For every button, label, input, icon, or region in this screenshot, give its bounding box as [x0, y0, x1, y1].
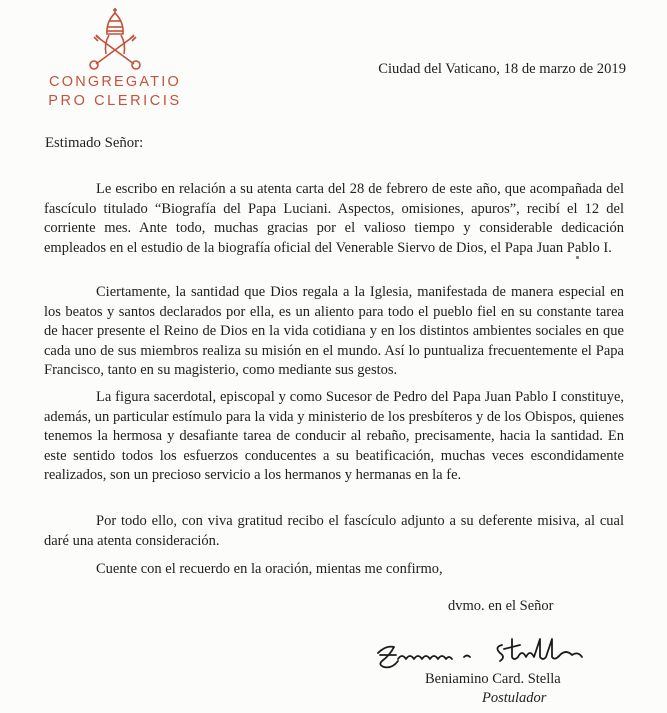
greeting: Estimado Señor: [45, 135, 144, 151]
org-name-line1: CONGREGATIO [49, 74, 181, 90]
paragraph-5: Cuente con el recuerdo en la oración, mientas me confirmo, [96, 561, 443, 577]
paragraph-2: Ciertamente, la santidad que Dios regala a la Iglesia, manifestada de manera especial en los beatos y santos declarados por ella, es un aliento para todo el pueblo fiel en su constante tarea de hacer presente el Reino de Dios en la vida cotidiana y en los distintos ambientes sociales en que cada uno de sus miembros realiza su misión en el mundo. Así lo puntualiza frecuentemente el Papa Francisco, tanto en su magisterio, como mediante sus gestos. [44, 284, 624, 379]
signer-role: Postulador [482, 690, 547, 706]
paragraph-4: Por todo ello, con viva gratitud recibo el fascículo adjunto a su deferente misiva, al cual daré una atenta consideración. [44, 513, 624, 549]
date-line: Ciudad del Vaticano, 18 de marzo de 2019 [378, 61, 626, 77]
paragraph-3: La figura sacerdotal, episcopal y como Sucesor de Pedro del Papa Juan Pablo I constituye, además, un particular estímulo para la vida y ministerio de los presbíteros y de los Obispos, quienes tenemos la hermosa y desafiante tarea de conducir al rebaño, precisamente, hacia la santidad. En este sentido todos los esfuerzos conducentes a su beatificación, muchas veces escondidamente realizados, son un precioso servicio a los hermanos y hermanas en la fe. [44, 389, 624, 484]
paragraph-1: Le escribo en relación a su atenta carta del 28 de febrero de este año, que acompañada del fascículo titulado “Biografía del Papa Luciani. Aspectos, omisiones, apuros”, recibí el 12 del corriente mes. Ante todo, muchas gracias por el valioso tiempo y considerable dedicación empleados en el estudio de la biografía oficial del Venerable Siervo de Dios, el Papa Juan Pablo I. [44, 181, 624, 256]
org-name-line2: PRO CLERICIS [48, 93, 182, 109]
handwritten-signature [372, 625, 612, 675]
signer-name: Beniamino Card. Stella [425, 671, 561, 687]
closing-line: dvmo. en el Señor [448, 598, 554, 614]
scan-speck [576, 256, 579, 259]
papal-crest-icon [84, 4, 146, 70]
